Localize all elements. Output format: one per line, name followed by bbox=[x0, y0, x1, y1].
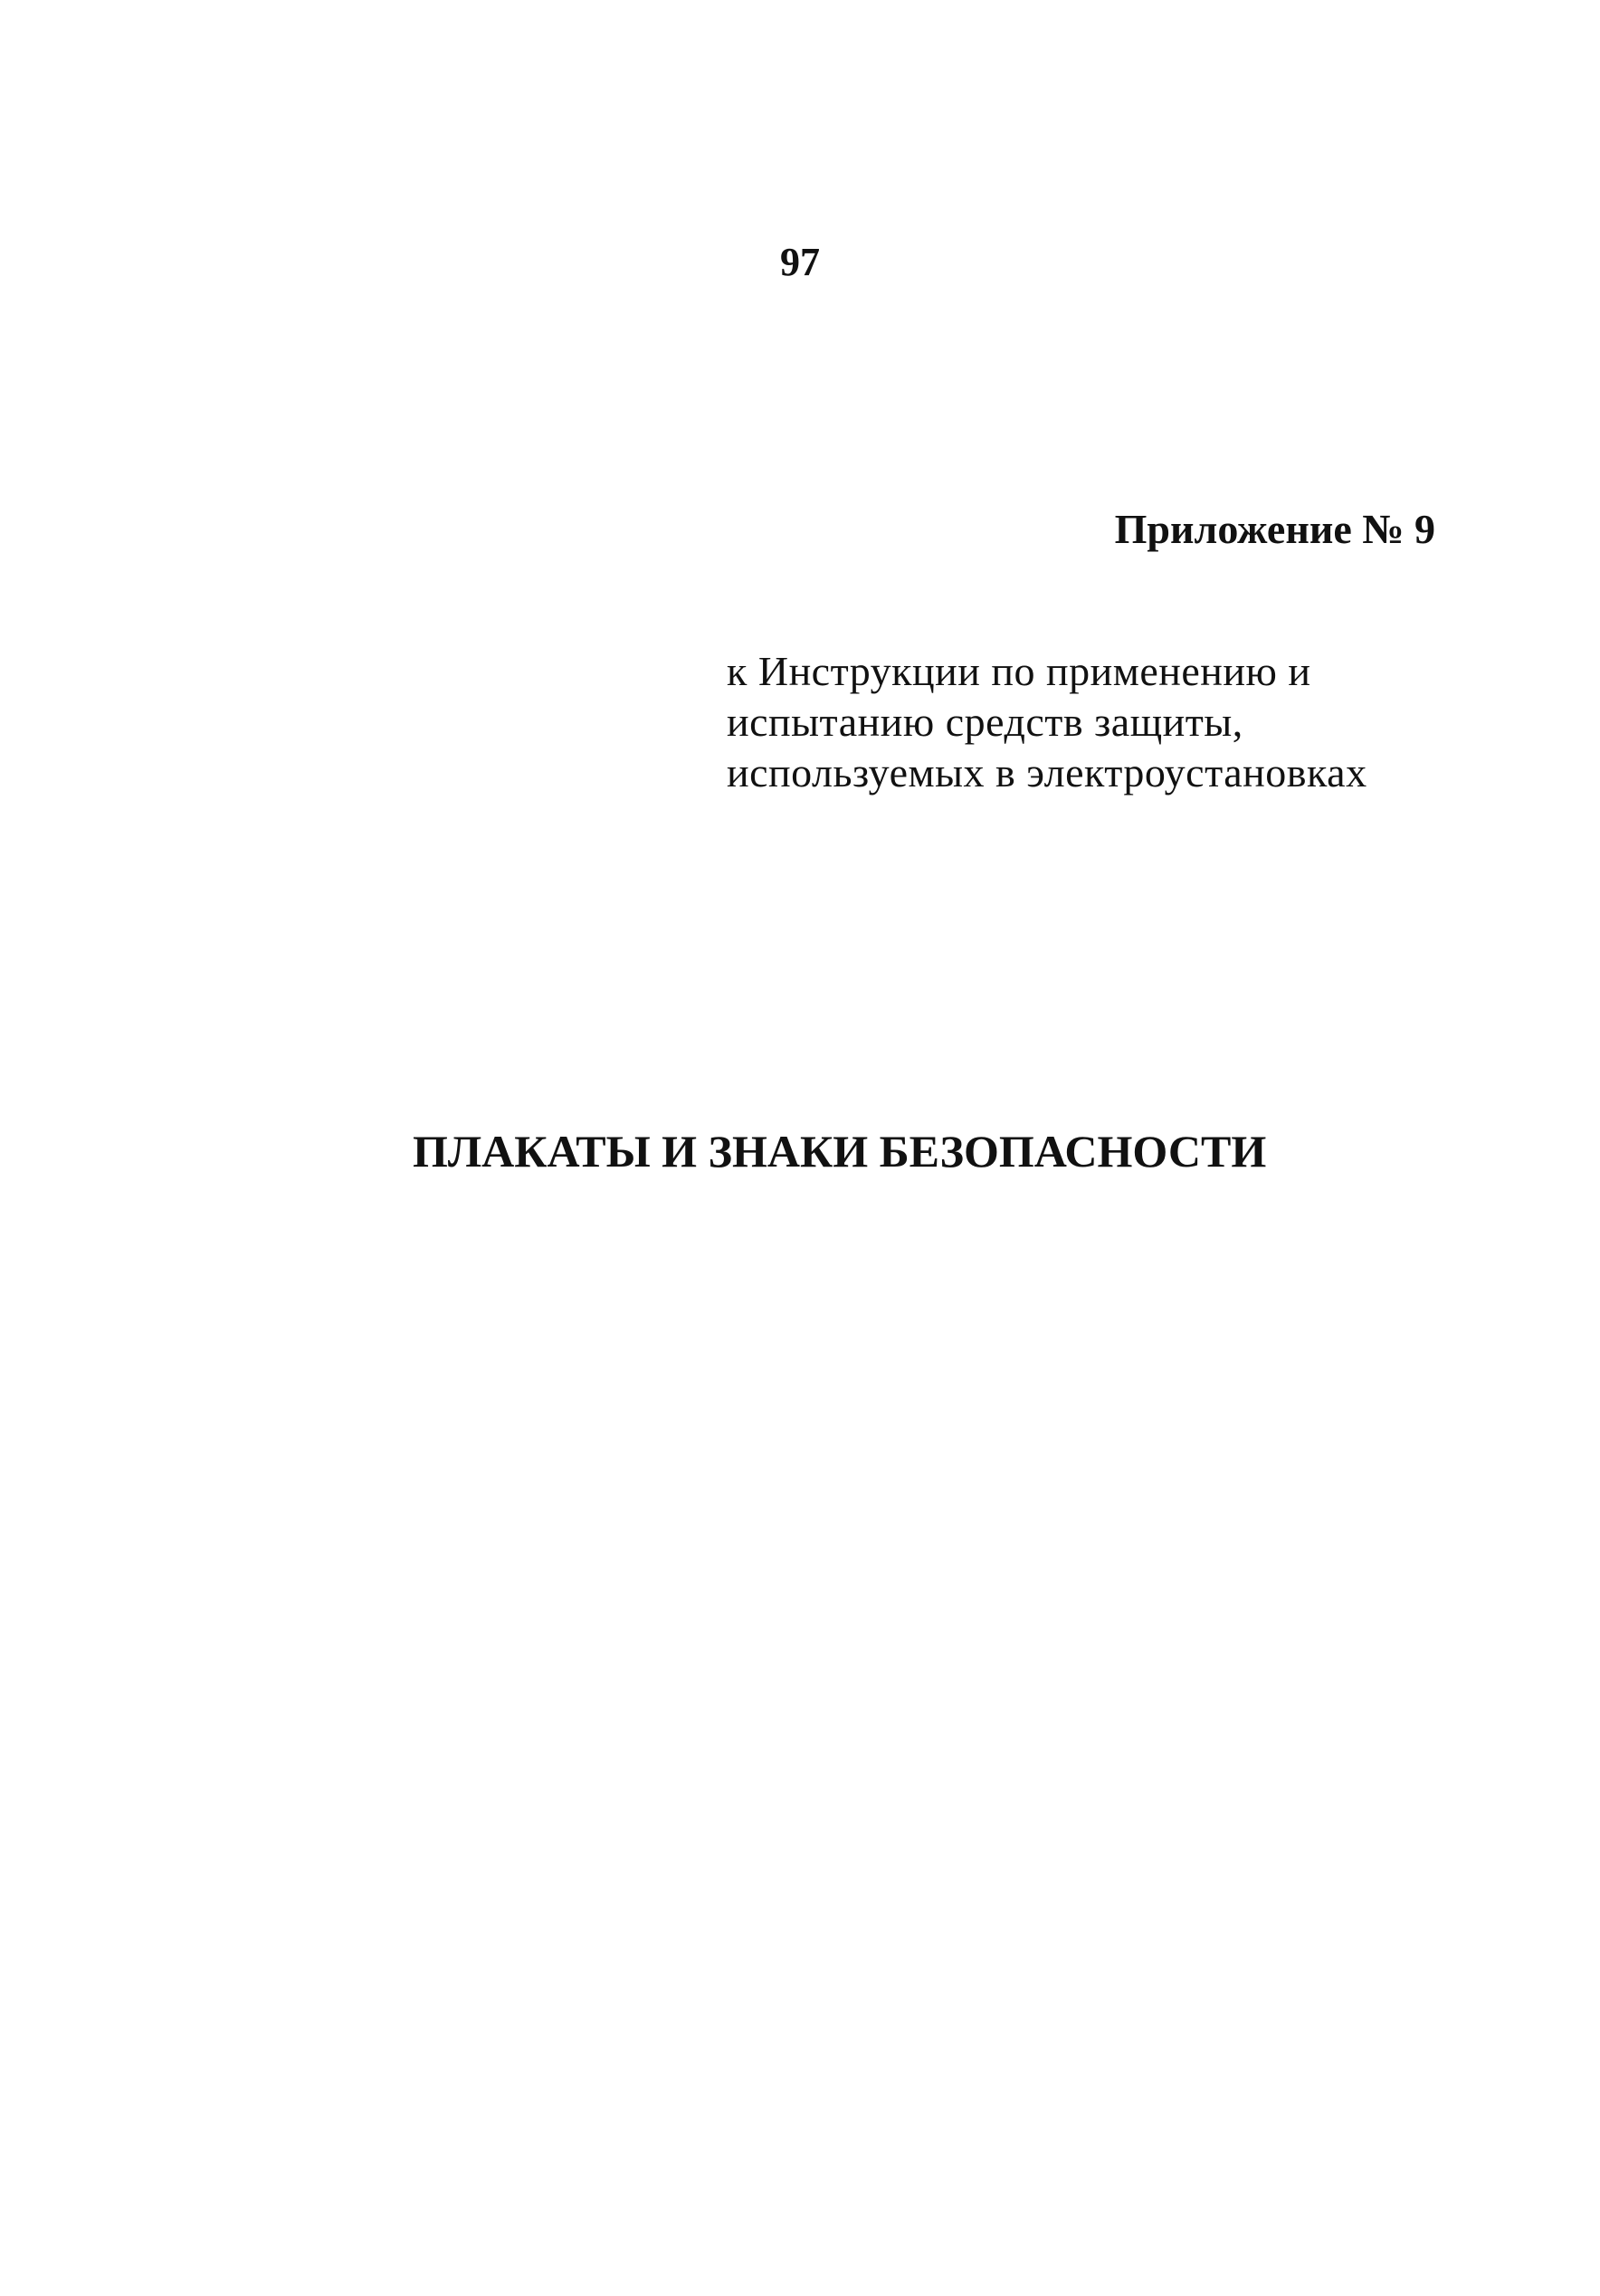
appendix-subtitle bbox=[727, 646, 1541, 798]
document-title: ПЛАКАТЫ И ЗНАКИ БЕЗОПАСНОСТИ bbox=[413, 1126, 1267, 1177]
subtitle-line-2: испытанию средств защиты, bbox=[727, 699, 1243, 745]
appendix-label: Приложение № 9 bbox=[1114, 506, 1435, 552]
subtitle-line-3: используемых в электроустановках bbox=[727, 749, 1367, 796]
subtitle-line-1: к Инструкции по применению и bbox=[727, 648, 1311, 694]
page-number: 97 bbox=[780, 240, 820, 284]
